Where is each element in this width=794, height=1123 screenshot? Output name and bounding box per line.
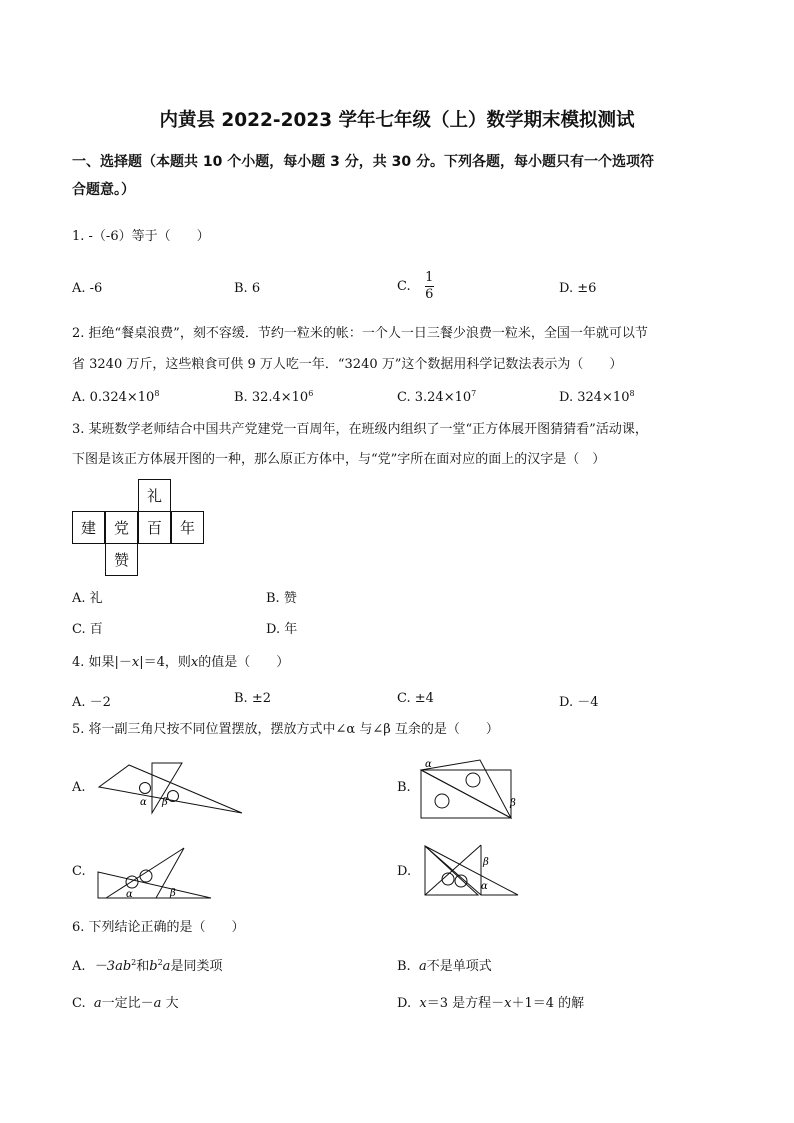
question-1-option-d: D. ±6	[559, 281, 597, 296]
option-c-suffix: 大	[161, 996, 179, 1011]
variable-a: a	[93, 996, 102, 1011]
question-3-option-b: B. 赞	[266, 591, 297, 606]
question-3-line2: 下图是该正方体展开图的一种，那么原正方体中，与“党”字所在面对应的面上的汉字是（ ）	[72, 452, 606, 467]
option-a-exponent: 8	[154, 389, 160, 398]
variable-a-2: a	[153, 996, 162, 1011]
option-b-text: B. 32.4×10	[234, 390, 309, 405]
question-6-option-d	[397, 992, 584, 1011]
question-3-option-a: A. 礼	[72, 591, 103, 606]
angle-alpha-label: α	[425, 759, 432, 770]
q4-variable: x	[131, 655, 140, 670]
angle-beta-label: β	[483, 857, 489, 868]
diagonal-line	[421, 770, 511, 818]
net-face-row-1: 建	[72, 511, 105, 544]
option-a-text: A. 0.324×10	[72, 390, 155, 405]
option-a-suffix: 是同类项	[170, 959, 223, 974]
question-6-option-c	[72, 992, 179, 1011]
option-d-text: D. 324×10	[559, 390, 630, 405]
question-2-line2: 省 3240 万斤，这些粮食可供 9 万人吃一年．“3240 万”这个数据用科学记数法表示为（ ）	[72, 357, 623, 372]
term-2: b	[149, 959, 158, 974]
variable-a: a	[418, 959, 427, 974]
q4-stem-post: 的值是（ ）	[198, 655, 290, 670]
net-face-row-3: 百	[138, 511, 171, 544]
question-5-option-a-label: A.	[72, 780, 86, 795]
term-1: －3ab	[93, 959, 132, 974]
set-square-large	[99, 765, 242, 813]
triangle-diagram-d	[423, 843, 523, 903]
question-5-stem: 5. 将一副三角尺按不同位置摆放，摆放方式中∠α 与∠β 互余的是（ ）	[72, 722, 499, 737]
variable-x: x	[419, 996, 427, 1011]
net-face-bottom: 赞	[105, 543, 138, 576]
option-d-exponent: 8	[629, 389, 635, 398]
fraction-one-sixth	[425, 270, 434, 303]
option-d-label: D.	[397, 996, 412, 1011]
variable-x-2: x	[504, 996, 512, 1011]
option-c-text: C. 3.24×10	[397, 390, 472, 405]
angle-beta-label: β	[170, 888, 176, 899]
question-3-line1: 3. 某班数学老师结合中国共产党建党一百周年，在班级内组织了一堂“正方体展开图猜猜看”活动课，	[72, 422, 648, 437]
option-c-exponent: 7	[471, 389, 477, 398]
option-c-middle: 一定比－	[101, 996, 154, 1011]
connector-and: 和	[136, 959, 150, 974]
question-4-option-b: B. ±2	[234, 691, 271, 706]
angle-alpha-label: α	[140, 797, 147, 808]
page-title: 内黄县 2022-2023 学年七年级（上）数学期末模拟测试	[159, 110, 635, 131]
question-6-option-a	[72, 955, 222, 974]
question-4-stem	[72, 653, 289, 673]
question-1-stem: 1. -（-6）等于（ ）	[72, 229, 210, 244]
hole-circle-1	[140, 783, 151, 794]
question-6-stem: 6. 下列结论正确的是（ ）	[72, 920, 245, 935]
option-b-exponent: 6	[308, 389, 314, 398]
question-3-option-d: D. 年	[266, 622, 298, 637]
net-face-row-2: 党	[105, 511, 138, 544]
option-b-suffix: 不是单项式	[426, 959, 492, 974]
hole-circle-2	[435, 794, 449, 808]
question-2-option-b	[234, 389, 313, 405]
set-square-triangle	[421, 760, 511, 818]
question-2-option-a	[72, 389, 159, 405]
question-4-option-d: D. －4	[559, 695, 599, 710]
option-a-label: A.	[72, 959, 86, 974]
set-square-large	[98, 872, 211, 898]
angle-alpha-label: α	[481, 881, 488, 892]
question-1-option-a: A. -6	[72, 281, 103, 296]
option-c-prefix: C.	[397, 279, 411, 294]
section-heading-line1: 一、选择题（本题共 10 个小题，每小题 3 分，共 30 分。下列各题，每小题只有一个选项符	[72, 154, 654, 170]
angle-alpha-label: α	[126, 889, 133, 900]
net-face-top: 礼	[138, 479, 171, 512]
triangle-diagram-a	[96, 762, 246, 818]
question-5-option-c-label: C.	[72, 864, 86, 879]
term-2-variable: a	[162, 959, 171, 974]
q4-variable-2: x	[190, 655, 199, 670]
option-c-label: C.	[72, 996, 86, 1011]
question-2-option-c	[397, 389, 476, 405]
angle-beta-label: β	[162, 797, 168, 808]
net-face-row-4: 年	[171, 511, 204, 544]
question-6-option-b	[397, 955, 492, 974]
question-5-option-d-label: D.	[397, 864, 412, 879]
option-d-suffix: ＋1＝4 的解	[511, 996, 585, 1011]
angle-beta-label: β	[510, 798, 516, 809]
fraction-denominator: 6	[425, 287, 434, 302]
fraction-numerator: 1	[425, 270, 434, 285]
hole-circle-1	[126, 876, 138, 888]
question-1-option-c	[397, 270, 434, 303]
question-4-option-c: C. ±4	[397, 691, 434, 706]
term-1-exponent: 2	[131, 958, 137, 967]
triangle-diagram-b	[420, 758, 520, 820]
triangle-diagram-c	[96, 846, 216, 902]
section-heading-line2: 合题意。）	[72, 182, 135, 198]
option-d-middle: ＝3 是方程－	[426, 996, 505, 1011]
term-2-exponent: 2	[157, 958, 163, 967]
hole-circle-2	[168, 791, 179, 802]
question-5-option-b-label: B.	[397, 780, 411, 795]
question-4-option-a: A. －2	[72, 695, 111, 710]
question-3-option-c: C. 百	[72, 622, 103, 637]
q4-stem-pre: 4. 如果|－	[72, 655, 132, 670]
question-2-line1: 2. 拒绝“餐桌浪费”，刻不容缓．节约一粒米的帐：一个人一日三餐少浪费一粒米，全国一年就可以节	[72, 326, 648, 341]
q4-stem-mid: |＝4，则	[139, 655, 191, 670]
question-2-option-d	[559, 389, 635, 405]
question-1-option-b: B. 6	[234, 281, 261, 296]
option-b-label: B.	[397, 959, 411, 974]
hole-circle-1	[466, 773, 480, 787]
